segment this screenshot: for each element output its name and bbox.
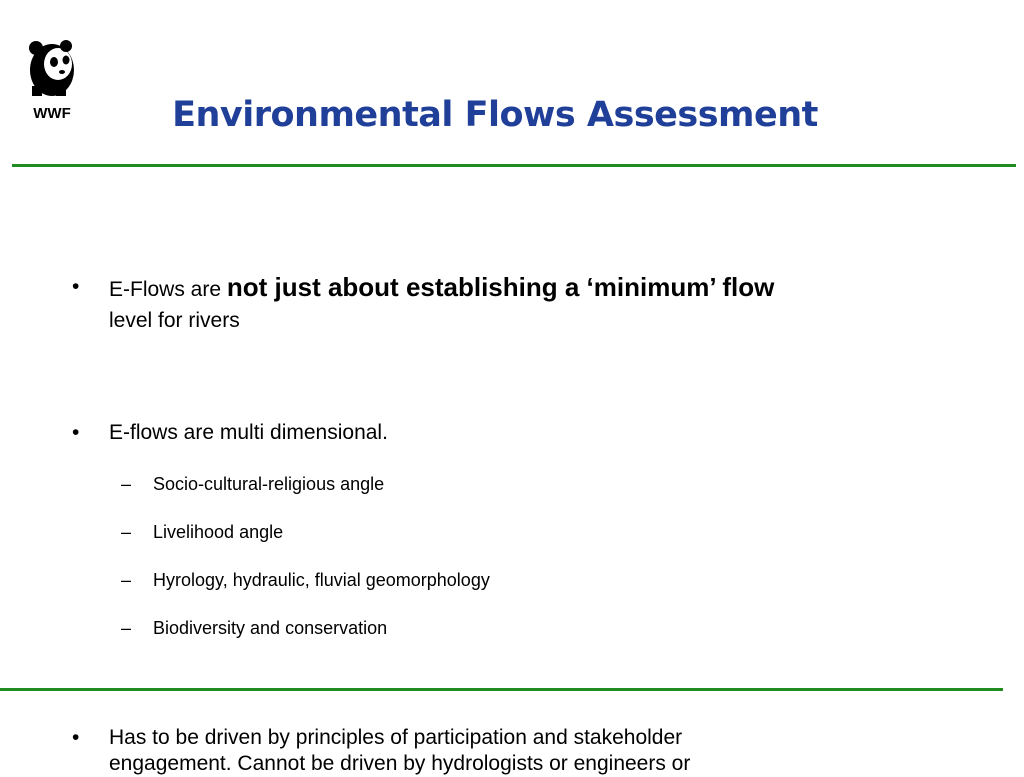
slide-title: Environmental Flows Assessment [172, 95, 818, 135]
middle-divider [0, 688, 1003, 691]
sub-bullet-text: Biodiversity and conservation [153, 618, 388, 638]
bullet-continuation: engagement. Cannot be driven by hydrologists or engineers or [109, 752, 691, 775]
sub-bullet-text: Livelihood angle [153, 522, 284, 542]
bullet-text: Has to be driven by principles of participation and stakeholder [109, 726, 683, 749]
bullet-line-1 [109, 274, 774, 303]
sub-bullet-text: Socio-cultural-religious angle [153, 474, 385, 494]
bullet-marker: • [72, 726, 80, 749]
bullet-marker: • [72, 421, 80, 444]
sub-bullet-marker: – [121, 474, 132, 494]
bullet-continuation: level for rivers [109, 309, 240, 332]
logo-text: WWF [33, 105, 71, 122]
bullet-marker: • [72, 275, 80, 298]
sub-bullet-marker: – [121, 618, 132, 638]
bullet-emphasis-text: not just about establishing a ‘minimum’ flow [226, 272, 775, 302]
sub-bullet-marker: – [121, 522, 132, 542]
bullet-lead-text: E-Flows are [109, 278, 227, 301]
sub-bullet-text: Hyrology, hydraulic, fluvial geomorphology [153, 570, 490, 590]
sub-bullet-marker: – [121, 570, 132, 590]
top-divider [12, 164, 1016, 167]
bullet-text: E-flows are multi dimensional. [109, 421, 388, 444]
